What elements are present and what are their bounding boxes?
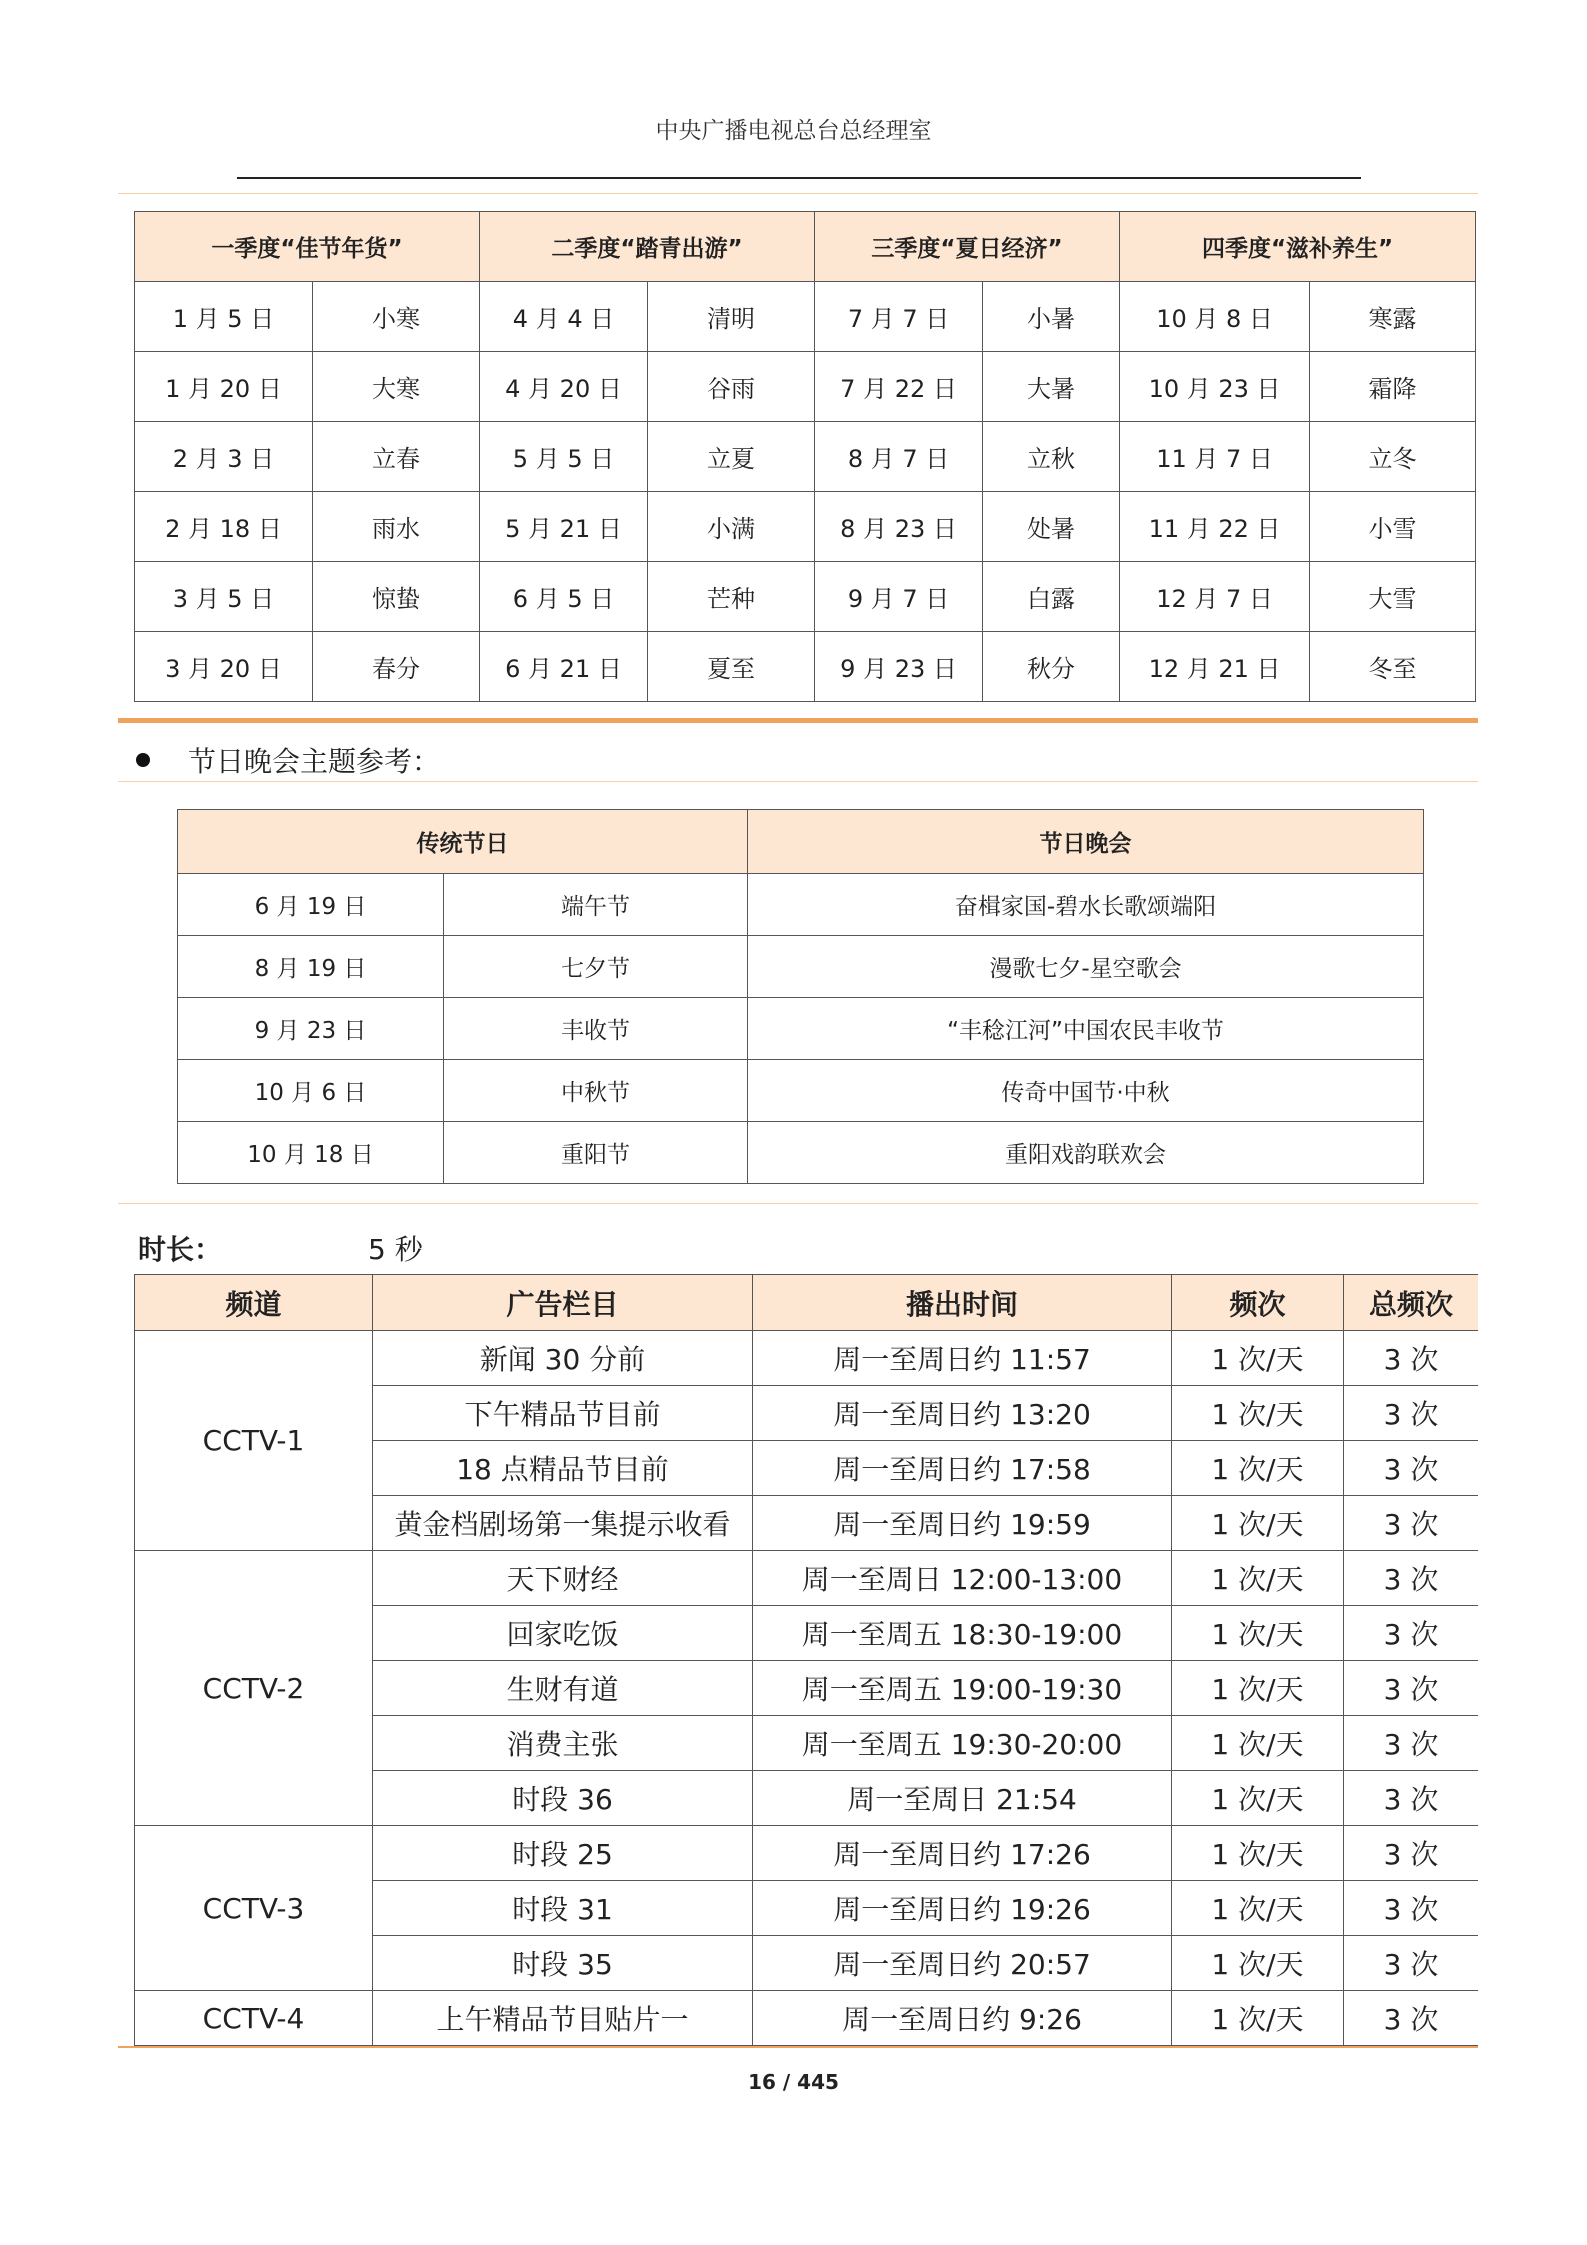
ad-frequency-cell: 1 次/天 — [1172, 1936, 1344, 1991]
ad-total-cell: 3 次 — [1344, 1551, 1479, 1606]
solar-term-cell: 冬至 — [1310, 632, 1476, 702]
solar-term-cell: 寒露 — [1310, 282, 1476, 352]
solar-date-cell: 2 月 3 日 — [135, 422, 313, 492]
solar-term-cell: 春分 — [313, 632, 480, 702]
ad-header: 播出时间 — [753, 1275, 1172, 1331]
festival-header: 传统节日 — [178, 810, 748, 874]
solar-date-cell: 9 月 23 日 — [815, 632, 983, 702]
ad-total-cell: 3 次 — [1344, 1936, 1479, 1991]
solar-date-cell: 12 月 7 日 — [1120, 562, 1310, 632]
ad-program-cell: 消费主张 — [373, 1716, 753, 1771]
ad-total-cell: 3 次 — [1344, 1606, 1479, 1661]
ad-frequency-cell: 1 次/天 — [1172, 1991, 1344, 2046]
festival-name-cell: 丰收节 — [444, 998, 748, 1060]
ad-header: 频道 — [135, 1275, 373, 1331]
solar-date-cell: 7 月 22 日 — [815, 352, 983, 422]
quarter-header: 四季度“滋补养生” — [1120, 212, 1476, 282]
ad-total-cell: 3 次 — [1344, 1716, 1479, 1771]
solar-term-cell: 大雪 — [1310, 562, 1476, 632]
solar-date-cell: 1 月 20 日 — [135, 352, 313, 422]
ad-time-cell: 周一至周五 19:30-20:00 — [753, 1716, 1172, 1771]
ad-total-cell: 3 次 — [1344, 1441, 1479, 1496]
festival-name-cell: 端午节 — [444, 874, 748, 936]
ad-total-cell: 3 次 — [1344, 1496, 1479, 1551]
ad-total-cell: 3 次 — [1344, 1991, 1479, 2046]
ad-channel-cell: CCTV-1 — [135, 1331, 373, 1551]
ad-program-cell: 黄金档剧场第一集提示收看 — [373, 1496, 753, 1551]
ad-frequency-cell: 1 次/天 — [1172, 1331, 1344, 1386]
ad-program-cell: 时段 36 — [373, 1771, 753, 1826]
ad-program-cell: 时段 31 — [373, 1881, 753, 1936]
page-number: 16 / 445 — [748, 2070, 839, 2094]
ad-program-cell: 上午精品节目贴片一 — [373, 1991, 753, 2046]
festival-date-cell: 10 月 18 日 — [178, 1122, 444, 1184]
solar-date-cell: 8 月 23 日 — [815, 492, 983, 562]
festival-date-cell: 9 月 23 日 — [178, 998, 444, 1060]
ad-program-cell: 天下财经 — [373, 1551, 753, 1606]
ad-total-cell: 3 次 — [1344, 1826, 1479, 1881]
ad-frequency-cell: 1 次/天 — [1172, 1606, 1344, 1661]
ad-frequency-cell: 1 次/天 — [1172, 1661, 1344, 1716]
solar-term-cell: 处暑 — [983, 492, 1120, 562]
solar-date-cell: 6 月 21 日 — [480, 632, 648, 702]
ad-program-cell: 时段 35 — [373, 1936, 753, 1991]
ad-time-cell: 周一至周日约 17:26 — [753, 1826, 1172, 1881]
ad-time-cell: 周一至周五 18:30-19:00 — [753, 1606, 1172, 1661]
ad-header-row — [135, 1275, 1479, 1331]
ad-time-cell: 周一至周日约 13:20 — [753, 1386, 1172, 1441]
solar-date-cell: 3 月 5 日 — [135, 562, 313, 632]
quarter-header: 三季度“夏日经济” — [815, 212, 1120, 282]
duration-value: 5 秒 — [368, 1233, 423, 1266]
ad-frequency-cell: 1 次/天 — [1172, 1386, 1344, 1441]
divider — [118, 2046, 1478, 2048]
duration-label: 时长： — [138, 1233, 223, 1266]
solar-term-cell: 小寒 — [313, 282, 480, 352]
solar-date-cell: 7 月 7 日 — [815, 282, 983, 352]
solar-date-cell: 9 月 7 日 — [815, 562, 983, 632]
solar-term-cell: 清明 — [648, 282, 815, 352]
solar-date-cell: 12 月 21 日 — [1120, 632, 1310, 702]
ad-program-cell: 18 点精品节目前 — [373, 1441, 753, 1496]
ad-row — [135, 1826, 1479, 1881]
ad-program-cell: 下午精品节目前 — [373, 1386, 753, 1441]
ad-program-cell: 生财有道 — [373, 1661, 753, 1716]
ad-time-cell: 周一至周日约 11:57 — [753, 1331, 1172, 1386]
solar-date-cell: 2 月 18 日 — [135, 492, 313, 562]
festival-date-cell: 6 月 19 日 — [178, 874, 444, 936]
ad-header: 总频次 — [1344, 1275, 1479, 1331]
festival-section-title: 节日晚会主题参考： — [188, 745, 441, 778]
ad-header: 频次 — [1172, 1275, 1344, 1331]
quarter-header: 一季度“佳节年货” — [135, 212, 480, 282]
solar-term-cell: 立秋 — [983, 422, 1120, 492]
solar-term-cell: 夏至 — [648, 632, 815, 702]
solar-date-cell: 1 月 5 日 — [135, 282, 313, 352]
solar-term-cell: 大暑 — [983, 352, 1120, 422]
ad-total-cell: 3 次 — [1344, 1386, 1479, 1441]
ad-program-cell: 时段 25 — [373, 1826, 753, 1881]
ad-total-cell: 3 次 — [1344, 1661, 1479, 1716]
festival-name-cell: 中秋节 — [444, 1060, 748, 1122]
ad-frequency-cell: 1 次/天 — [1172, 1881, 1344, 1936]
festival-gala-cell: 重阳戏韵联欢会 — [748, 1122, 1424, 1184]
solar-term-cell: 霜降 — [1310, 352, 1476, 422]
quarter-header: 二季度“踏青出游” — [480, 212, 815, 282]
solar-date-cell: 5 月 5 日 — [480, 422, 648, 492]
solar-date-cell: 11 月 22 日 — [1120, 492, 1310, 562]
solar-date-cell: 6 月 5 日 — [480, 562, 648, 632]
ad-frequency-cell: 1 次/天 — [1172, 1771, 1344, 1826]
solar-term-cell: 小暑 — [983, 282, 1120, 352]
festival-gala-cell: 奋楫家国-碧水长歌颂端阳 — [748, 874, 1424, 936]
ad-row — [135, 1991, 1479, 2046]
ad-channel-cell: CCTV-2 — [135, 1551, 373, 1826]
solar-date-cell: 8 月 7 日 — [815, 422, 983, 492]
ad-total-cell: 3 次 — [1344, 1881, 1479, 1936]
ad-total-cell: 3 次 — [1344, 1771, 1479, 1826]
festival-date-cell: 8 月 19 日 — [178, 936, 444, 998]
ad-time-cell: 周一至周日约 17:58 — [753, 1441, 1172, 1496]
festival-gala-cell: 漫歌七夕-星空歌会 — [748, 936, 1424, 998]
ad-frequency-cell: 1 次/天 — [1172, 1826, 1344, 1881]
solar-date-cell: 5 月 21 日 — [480, 492, 648, 562]
solar-term-cell: 小满 — [648, 492, 815, 562]
festival-gala-cell: 传奇中国节·中秋 — [748, 1060, 1424, 1122]
ad-frequency-cell: 1 次/天 — [1172, 1716, 1344, 1771]
solar-date-cell: 4 月 20 日 — [480, 352, 648, 422]
ad-time-cell: 周一至周日 21:54 — [753, 1771, 1172, 1826]
festival-header: 节日晚会 — [748, 810, 1424, 874]
ad-time-cell: 周一至周五 19:00-19:30 — [753, 1661, 1172, 1716]
ad-time-cell: 周一至周日 12:00-13:00 — [753, 1551, 1172, 1606]
festival-name-cell: 七夕节 — [444, 936, 748, 998]
ad-header: 广告栏目 — [373, 1275, 753, 1331]
ad-time-cell: 周一至周日约 20:57 — [753, 1936, 1172, 1991]
ad-row — [135, 1331, 1479, 1386]
ad-channel-cell: CCTV-4 — [135, 1991, 373, 2046]
solar-term-cell: 立冬 — [1310, 422, 1476, 492]
ad-program-cell: 回家吃饭 — [373, 1606, 753, 1661]
ad-frequency-cell: 1 次/天 — [1172, 1496, 1344, 1551]
solar-date-cell: 11 月 7 日 — [1120, 422, 1310, 492]
solar-term-cell: 大寒 — [313, 352, 480, 422]
ad-frequency-cell: 1 次/天 — [1172, 1551, 1344, 1606]
solar-date-cell: 10 月 23 日 — [1120, 352, 1310, 422]
solar-date-cell: 4 月 4 日 — [480, 282, 648, 352]
solar-term-cell: 芒种 — [648, 562, 815, 632]
solar-term-cell: 立夏 — [648, 422, 815, 492]
solar-term-cell: 谷雨 — [648, 352, 815, 422]
solar-term-cell: 秋分 — [983, 632, 1120, 702]
ad-schedule-table — [134, 1274, 1478, 2046]
solar-term-cell: 立春 — [313, 422, 480, 492]
solar-term-cell: 惊蛰 — [313, 562, 480, 632]
ad-time-cell: 周一至周日约 19:59 — [753, 1496, 1172, 1551]
ad-frequency-cell: 1 次/天 — [1172, 1441, 1344, 1496]
solar-term-cell: 雨水 — [313, 492, 480, 562]
ad-channel-cell: CCTV-3 — [135, 1826, 373, 1991]
solar-date-cell: 10 月 8 日 — [1120, 282, 1310, 352]
solar-term-cell: 白露 — [983, 562, 1120, 632]
ad-row — [135, 1551, 1479, 1606]
solar-term-cell: 小雪 — [1310, 492, 1476, 562]
ad-program-cell: 新闻 30 分前 — [373, 1331, 753, 1386]
festival-name-cell: 重阳节 — [444, 1122, 748, 1184]
page-header-title: 中央广播电视总台总经理室 — [655, 118, 932, 144]
solar-date-cell: 3 月 20 日 — [135, 632, 313, 702]
festival-gala-cell: “丰稔江河”中国农民丰收节 — [748, 998, 1424, 1060]
ad-time-cell: 周一至周日约 9:26 — [753, 1991, 1172, 2046]
festival-date-cell: 10 月 6 日 — [178, 1060, 444, 1122]
ad-total-cell: 3 次 — [1344, 1331, 1479, 1386]
ad-time-cell: 周一至周日约 19:26 — [753, 1881, 1172, 1936]
